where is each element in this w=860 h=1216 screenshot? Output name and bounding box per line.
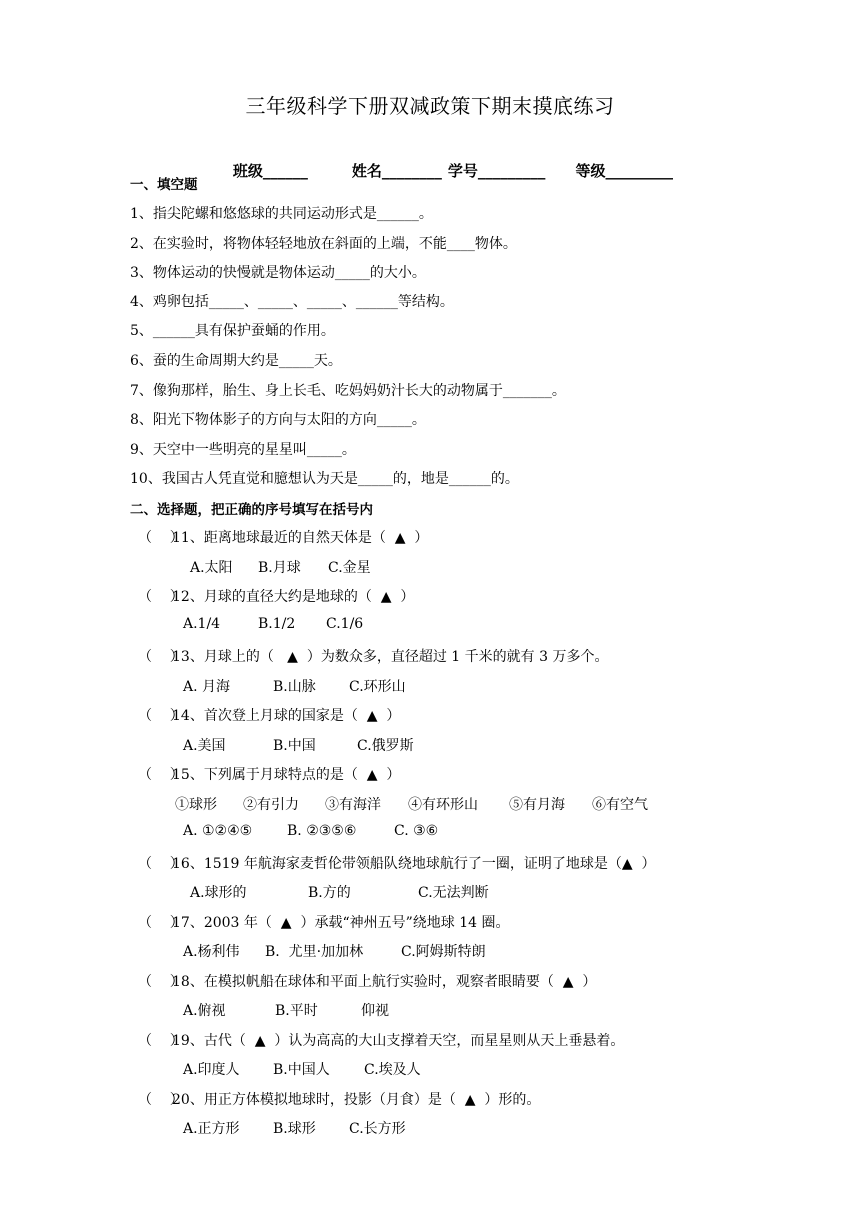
option: A.太阳 (190, 560, 233, 576)
statement: ⑤有月海 (509, 797, 565, 813)
option: A.杨利伟 (183, 944, 240, 960)
option: C.金星 (328, 560, 371, 576)
question-text: 17、2003 年（ ▲ ）承载“神州五号”绕地球 14 圈。 (172, 915, 510, 931)
option: A.俯视 (183, 1003, 226, 1019)
options-row (183, 1000, 389, 1020)
option: B. ②③⑤⑥ (287, 823, 357, 839)
option: B.中国人 (273, 1062, 330, 1078)
answer-bracket: （ ） (138, 708, 184, 724)
question-text: 19、古代（ ▲ ）认为高高的大山支撑着天空，而星星则从天上垂悬着。 (172, 1033, 625, 1049)
options-row (183, 1118, 406, 1138)
answer-bracket: （ ） (138, 767, 184, 783)
option: C.环形山 (349, 679, 406, 695)
section-choice-heading: 二、选择题，把正确的序号填写在括号内 (130, 502, 373, 518)
fill-question: 10、我国古人凭直觉和臆想认为天是_____的，地是______的。 (130, 471, 519, 487)
fill-question: 3、物体运动的快慢就是物体运动_____的大小。 (130, 265, 426, 281)
question-text: 15、下列属于月球特点的是（ ▲ ） (172, 767, 401, 783)
statement: ③有海洋 (325, 797, 381, 813)
option: B.1/2 (258, 616, 296, 632)
answer-bracket: （ ） (138, 915, 184, 931)
choice-question (138, 971, 596, 991)
section-fill-blank-heading: 一、填空题 (130, 177, 198, 193)
option: A. 月海 (183, 679, 231, 695)
statement: ①球形 (175, 797, 217, 813)
student-info-row (212, 142, 673, 199)
option: A.1/4 (183, 616, 221, 632)
choice-question (138, 1030, 624, 1050)
answer-bracket: （ ） (138, 856, 184, 872)
option: 仰视 (361, 1003, 389, 1019)
option: B.月球 (258, 560, 301, 576)
option: B.中国 (273, 738, 316, 754)
fill-question: 8、阳光下物体影子的方向与太阳的方向_____。 (130, 412, 426, 428)
choice-question (138, 646, 608, 666)
option: A. ①②④⑤ (183, 823, 253, 839)
options-row (183, 735, 414, 755)
choice-question (138, 586, 414, 606)
option: C. ③⑥ (394, 823, 439, 839)
option: B.球形 (273, 1121, 316, 1137)
question-text: 13、月球上的（ ▲ ）为数众多，直径超过 1 千米的就有 3 万多个。 (172, 649, 609, 665)
option: B. 尤里·加加林 (265, 944, 364, 960)
statement: ④有环形山 (408, 797, 478, 813)
fill-question: 7、像狗那样，胎生、身上长毛、吃妈妈奶汁长大的动物属于_______。 (130, 383, 566, 399)
statements-row (175, 794, 648, 814)
options-row (190, 557, 371, 577)
statement: ⑥有空气 (592, 797, 648, 813)
question-text: 18、在模拟帆船在球体和平面上航行实验时，观察者眼睛要（ ▲ ） (172, 974, 597, 990)
options-row (183, 941, 486, 961)
statement: ②有引力 (243, 797, 299, 813)
option: C.1/6 (326, 616, 364, 632)
options-row (183, 823, 438, 839)
fill-question: 5、______具有保护蚕蛹的作用。 (130, 323, 335, 339)
answer-bracket: （ ） (138, 974, 184, 990)
page-title: 三年级科学下册双减政策下期末摸底练习 (245, 94, 615, 118)
fill-question: 6、蚕的生命周期大约是_____天。 (130, 353, 342, 369)
choice-question (138, 912, 510, 932)
name-field: 姓名________ (351, 162, 442, 180)
option: B.山脉 (273, 679, 316, 695)
option: A.正方形 (183, 1121, 240, 1137)
option: C.长方形 (349, 1121, 406, 1137)
question-text: 16、1519 年航海家麦哲伦带领船队绕地球航行了一圈，证明了地球是（▲ ） (172, 856, 656, 872)
option: B.平时 (275, 1003, 318, 1019)
option: B.方的 (308, 885, 351, 901)
fill-question: 2、在实验时，将物体轻轻地放在斜面的上端，不能____物体。 (130, 236, 517, 252)
class-field: 班级______ (232, 162, 308, 180)
options-row (190, 882, 489, 902)
fill-question: 4、鸡卵包括_____、_____、_____、______等结构。 (130, 294, 454, 310)
fill-question: 1、指尖陀螺和悠悠球的共同运动形式是______。 (130, 206, 433, 222)
choice-question (138, 705, 400, 725)
answer-bracket: （ ） (138, 1092, 184, 1108)
fill-question: 9、天空中一些明亮的星星叫_____。 (130, 442, 356, 458)
answer-bracket: （ ） (138, 1033, 184, 1049)
number-field: 学号_________ (447, 162, 546, 180)
choice-question (138, 764, 400, 784)
option: A.球形的 (190, 885, 247, 901)
answer-bracket: （ ） (138, 530, 184, 546)
answer-bracket: （ ） (138, 589, 184, 605)
option: A.美国 (183, 738, 226, 754)
question-text: 12、月球的直径大约是地球的（ ▲ ） (172, 589, 415, 605)
question-text: 11、距离地球最近的自然天体是（ ▲ ） (172, 530, 429, 546)
option: C.俄罗斯 (357, 738, 414, 754)
option: A.印度人 (183, 1062, 240, 1078)
options-row (183, 1059, 421, 1079)
options-row (183, 616, 363, 632)
question-text: 20、用正方体模拟地球时，投影（月食）是（ ▲ ）形的。 (172, 1092, 541, 1108)
answer-bracket: （ ） (138, 649, 184, 665)
question-text: 14、首次登上月球的国家是（ ▲ ） (172, 708, 401, 724)
option: C.埃及人 (364, 1062, 421, 1078)
option: C.阿姆斯特朗 (401, 944, 486, 960)
options-row (183, 676, 406, 696)
choice-question (138, 853, 656, 873)
choice-question (138, 527, 428, 547)
option: C.无法判断 (418, 885, 489, 901)
choice-question (138, 1089, 540, 1109)
grade-field: 等级_________ (575, 162, 673, 180)
